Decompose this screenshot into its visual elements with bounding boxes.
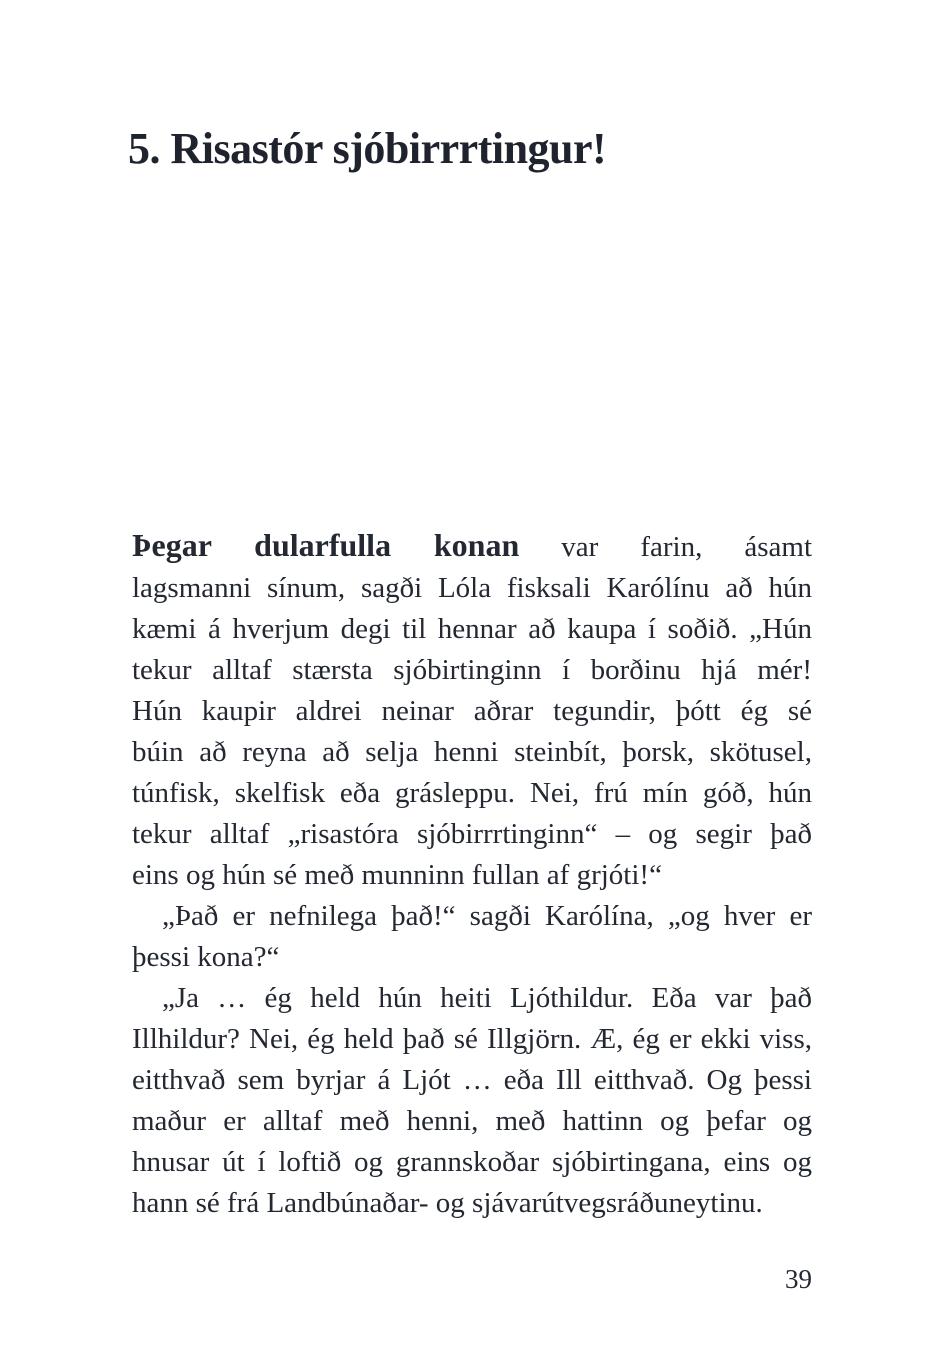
paragraph	[132, 525, 812, 896]
text-line: búin að reyna að selja henni steinbít, þorsk, skötusel,	[132, 736, 812, 768]
text-line: hnusar út í loftið og grannskoðar sjóbirtingana, eins og	[132, 1146, 812, 1178]
text-line: „Ja … ég held hún heiti Ljóthildur. Eða var það	[162, 982, 812, 1014]
text-line: maður er alltaf með henni, með hattinn og þefar og	[132, 1105, 812, 1137]
text-line: þessi kona?“	[132, 941, 280, 973]
text-line: Þegar dularfulla konan var farin, ásamt	[132, 527, 812, 563]
chapter-title: 5. Risastór sjóbirrrtingur!	[128, 124, 607, 173]
paragraph	[132, 978, 812, 1224]
text-line: „Það er nefnilega það!“ sagði Karólína, „og hver er	[162, 900, 812, 932]
text-line: Illhildur? Nei, ég held það sé Illgjörn. Æ, ég er ekki viss,	[132, 1023, 812, 1055]
text-line: kæmi á hverjum degi til hennar að kaupa í soðið. „Hún	[132, 613, 812, 645]
text-line: eitthvað sem byrjar á Ljót … eða Ill eitthvað. Og þessi	[132, 1064, 812, 1096]
body-text	[132, 525, 812, 1224]
text-line: túnfisk, skelfisk eða grásleppu. Nei, frú mín góð, hún	[132, 777, 812, 809]
text-line: hann sé frá Landbúnaðar- og sjávarútvegsráðuneytinu.	[132, 1187, 763, 1219]
text-line: Hún kaupir aldrei neinar aðrar tegundir, þótt ég sé	[132, 695, 812, 727]
page-number: 39	[785, 1264, 812, 1294]
text-line: tekur alltaf stærsta sjóbirtinginn í borðinu hjá mér!	[132, 654, 812, 686]
text-line: tekur alltaf „risastóra sjóbirrrtinginn“ – og segir það	[132, 818, 812, 850]
paragraph	[132, 896, 812, 978]
text-line: lagsmanni sínum, sagði Lóla fisksali Karólínu að hún	[132, 572, 812, 604]
paragraph-lead: Þegar dularfulla konan	[132, 527, 520, 563]
text-line: eins og hún sé með munninn fullan af grjóti!“	[132, 859, 662, 891]
